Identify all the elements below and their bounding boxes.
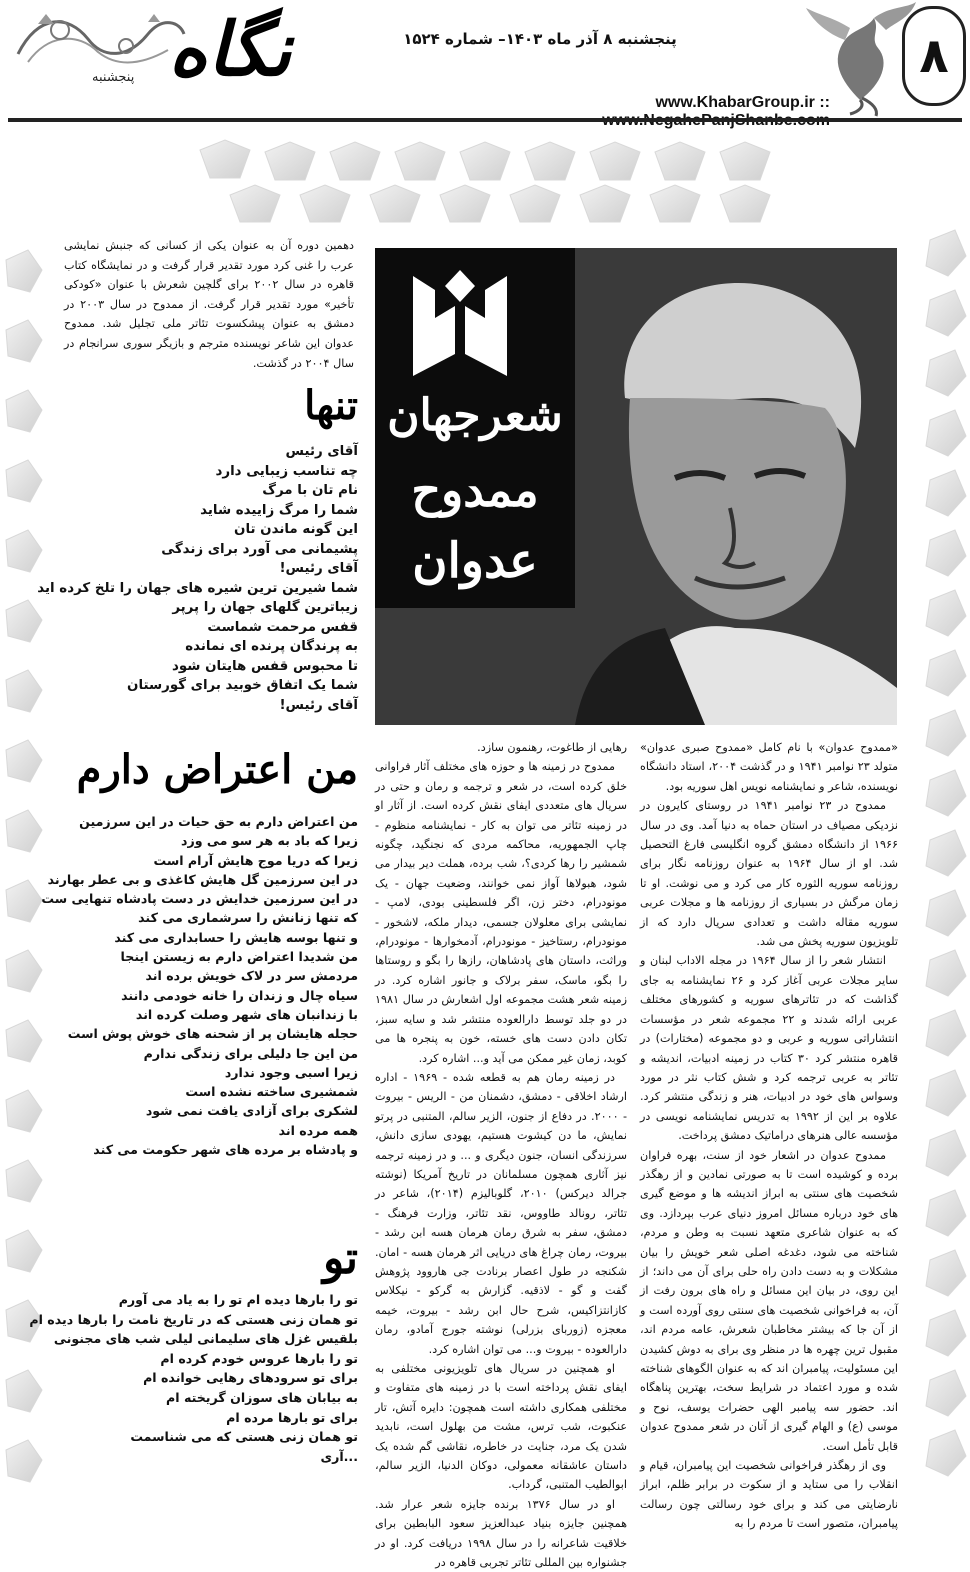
poem-line: من شدیدا اعتراض دارم به زیستن اینجا <box>120 949 358 965</box>
poem-line: برای تو سرودهای رهایی خوانده ام <box>143 1370 358 1386</box>
issue-dateline: پنجشنبه ۸ آذر ماه ۱۴۰۳– شماره ۱۵۲۴ <box>403 30 677 48</box>
page-number: ۸ <box>902 6 966 106</box>
poem-line: آقای رئیس! <box>279 561 358 576</box>
poem-body <box>41 812 358 1159</box>
poem-line: حجله هایشان پر از شحنه های خوش پوش است <box>67 1026 358 1042</box>
poem-line: مردمش سر در لاک خویش برده اند <box>145 968 358 984</box>
poem-line: ...آری <box>320 1448 358 1464</box>
poem-line: زیرا که باد به هر سو می وزد <box>181 833 358 849</box>
poem-line: و تنها بوسه هایش را حسابداری می کند <box>114 929 358 945</box>
poem-line: و پادشاه بر مرده های شهر حکومت می کند <box>93 1142 358 1158</box>
article-paragraph: در زمینه رمان هم به قطعه شده - ۱۹۶۹ - اداره ارشاد اخلاقی - دمشق، دشمنان من - الریس - بیروت - ۲۰۰۰. در دفاع از جنون، الزیر سالم، المتنبی در پرتو نمایش، ما دن کیشوت هستیم، یهودی سازی دانش، سرزندگی انسان، جنون دیگری و ... و در زمینه ترجمه نیز آثاری همچون مسلمانان در تاریخ آمریکا (نوشته جرالد دیرکس) ۲۰۱۰، گلوبالیزم (۲۰۱۴)، شاعر در تئاتر، رونالد طاووس، نقد تئاتر، وزارت فرهنگ - دمشق، سفر به شرق رمان هرمان هسه ابن رشد - بیروت، رمان چراغ های دریایی اثر هرمان هسه - امان. شکنجه در طول اعصار برنادت جی هاروود پژوهش گفت و گو - لاذقیه. گزارش به گرکو - نیکلاس کازانتزاکیس، شرح حال ابن رشد - بیروت، خیمه معجزه (زوربای بزرلی) نوشته جورج آمادو، رمان دارالعوده - بیروت و... می توان اشاره کرد. <box>375 1070 628 1356</box>
poem-line: به بیابان های سوزان گریخته ام <box>166 1389 358 1405</box>
poem-title: من اعتراض دارم <box>76 746 358 793</box>
poem-line: تو همان زنی هستی که در تاریخ نامت را بارها دیده ام <box>29 1311 358 1327</box>
article-paragraph: ممدوح عدوان در اشعار خود از سنت، بهره فراوان برده و کوشیده است تا به صورتی نمادین و از رهگذر شخصیت های سنتی به ابراز اندیشه ها و موضع گیری های خود درباره مسائل امروز دنیای عرب بپردازد. وی که به عنوان شاعری متعهد نسبت به وطن و مردم، شناخته می شود، دغدغه اصلی شعر خویش را بیان مشکلات و به دست دادن راه حلی برای آن می داند؛ از این روی، در بیان این مسائل و راه های برون رفت از آن، به فراخوانی شخصیت های سنتی روی آورده است و از آن جا که بیشتر مخاطبان شعرش، عامه مردم اند، مقبول ترین چهره ها در منظر وی برای به دوش کشیدن این مسئولیت، پیامبران اند که به عنوان الگوهای شناخته شده و مورد اعتماد در شرایط سخت، بهترین پناهگاه اند. حضور سه پیامبر الهی حضرات یوسف، نوح و موسی (ع) و الهام گیری از آنان در شعر ممدوح عدوان قابل تأمل است. <box>640 1148 898 1453</box>
poem-line: بلقیس غزل های سلیمانی لیلی شب های مجنونی <box>53 1331 358 1347</box>
poem-line: تو را بارها عروس خودم کرده ام <box>160 1350 358 1366</box>
poem-line: شما یک اتفاق خوبید برای گورستان <box>127 678 358 693</box>
poem-line: شما را مرگ زاییده شاید <box>200 502 358 518</box>
poem-line: با زندانبان های شهر وصلت کرده اند <box>135 1006 358 1022</box>
poem-line: آقای رئیس <box>285 444 358 459</box>
poem-title: تنها <box>304 382 358 429</box>
poem-line: در این سرزمین گل هایش کاغذی و بی عطر بهارند <box>47 871 358 887</box>
article-paragraph: انتشار شعر را از سال ۱۹۶۴ در مجله الاداب لبنان و سایر مجلات عربی آغاز کرد و ۲۶ نمایشنامه به جای گذاشت که در تئاترهای سوریه و کشورهای مختلف عربی ارائه شدند و ۲۲ مجموعه شعر در مؤسسات انتشاراتی سوریه و عربی و دو مجموعه (مختارات) در قاهره منتشر کرد ۳۰ کتاب در زمینه ادبیات، اندیشه و تئاتر به عربی ترجمه کرد و شش کتاب نثر در مورد وسواس های خود در ادبیات، هنر و زندگی منتشر کرد. علاوه بر این از ۱۹۹۲ به تدریس نمایشنامه نویسی در مؤسسه عالی هنرهای دراماتیک دمشق پرداخت. <box>640 954 898 1143</box>
website-urls: www.KhabarGroup.ir :: <box>655 94 830 111</box>
poem-line: من اعتراض دارم به حق حیات در این سرزمین <box>79 814 358 829</box>
poem-line: نام تان با مرگ <box>262 483 358 498</box>
poem-line: قفس مرحمت شماست <box>207 619 358 635</box>
poem-line: برای تو بارها مرده ام <box>226 1409 358 1425</box>
article-paragraph: رهایی از طاغوت، رهنمون سازد. <box>477 741 627 754</box>
poem-body <box>37 442 358 715</box>
article-column-right <box>640 738 898 1534</box>
poem-line: تو همان زنی هستی که می شناسمت <box>130 1429 358 1445</box>
article-column-left <box>375 738 627 1572</box>
portrait-photo <box>375 248 897 725</box>
poet-last-name: عدوان <box>412 533 538 589</box>
poem-line: زیباترین گلهای جهان را پرپر <box>172 600 358 615</box>
article-body <box>29 232 922 1570</box>
poem-line: آقای رئیس! <box>279 697 358 713</box>
poem-line: این گونه ماندن تان <box>234 522 358 537</box>
poem-line: تو را بارها دیده ام تو را به یاد می آورم <box>118 1292 358 1307</box>
poem-line: سیاه چال و زندان را خانه خودمی دانند <box>121 987 358 1003</box>
poem-line: زیرا که دریا موج هایش آرام است <box>153 852 358 868</box>
poet-first-name: ممدوح <box>411 463 539 517</box>
article-paragraph: او در سال ۱۳۷۶ برنده جایزه شعر عرار شد. همچنین جایزه بنیاد عبدالعزیز سعود البابطین برای خلاقیت شاعرانه را در سال ۱۹۹۸ دریافت کرد. او در جشنواره بین المللی تئاتر تجربی قاهره در <box>375 1497 627 1570</box>
poem-line: زیرا اسبی وجود ندارد <box>224 1064 358 1080</box>
article-paragraph: او همچنین در سریال های تلویزیونی مختلفی به ایفای نقش پرداخته است با در زمینه های متفاوت و مختلفی همکاری داشته است همچون: دایره آتش، تار عنکبوت، شب ترس، مشت من بهلول است، نابدید شدن یک مرد، جنایت در خاطره، نقاشی گم شده یک داستان عاشقانه معمولی، دوکان الدنیا، الزیر سالم، ابوالطیب المتنبی، گرداب. <box>375 1362 627 1492</box>
poem-line: همه مرده اند <box>278 1122 358 1138</box>
poem-line: پشیمانی می آورد برای زندگی <box>161 541 358 557</box>
poem-line: شما شیرین ترین شیره های جهان را تلخ کرده اید <box>37 580 358 596</box>
poem-title: تو <box>323 1233 358 1284</box>
article-paragraph: «ممدوح عدوان» با نام کامل «ممدوح صبری عدوان» متولد ۲۳ نوامبر ۱۹۴۱ و در گذشت ۲۰۰۴، استاد دانشگاه نویسنده، شاعر و نمایشنامه نویس اهل سوریه بود. <box>640 741 898 793</box>
poem-line: لشکری برای آزادی یافت نمی شود <box>145 1103 358 1119</box>
poem-line: به پرندگان پرنده ای نمانده <box>185 639 358 654</box>
poem-line: من این جا دلیلی برای زندگی ندارم <box>143 1045 358 1061</box>
series-title: شعرجهان <box>387 390 563 441</box>
poem-line: تا محبوس قفس هایتان شود <box>171 658 358 674</box>
book-logo-icon <box>405 266 515 386</box>
masthead-logo: نگاه <box>168 7 292 93</box>
article-paragraph: وی از رهگذر فراخوانی شخصیت این پیامبران، قیام و انقلاب را می ستاید و از سکوت در برابر ظلم، ابراز نارضایتی می کند و برای خود رسالتی چون رسالت پیامبران، متصور است تا مردم را به <box>640 1459 898 1531</box>
poem-line: چه تناسب زیبایی دارد <box>215 463 358 479</box>
poem-line: در این سرزمین خدایش در دست پادشاه تنهایی ست <box>41 891 358 907</box>
poem-body <box>29 1290 358 1466</box>
poem-line: شمشیری ساخته نشده است <box>185 1084 358 1100</box>
article-paragraph: ممدوح در زمینه ها و حوزه های مختلف آثار فراوانی خلق کرده است، در شعر و ترجمه و رمان و حتی در سریال های متعددی ایفای نقش کرده است. از آثار او در زمینه تئاتر می توان به کار - نمایشنامه منظوم - چاپ الجمهوریه، محاکمه مردی که نجنگید، چگونه شمشیر را رها کردی؟، شب برده، هملت دیر بیدار می شود، هبولاها آواز نمی خوانند، وضعیت جهان - یک مونودرام، دختر زن، اگر فلسطینی بودی، لامپ - نمایشی برای معلولان جسمی، دیدار ملکه، لاشخور - مونودرام، رستاخیز - مونودرام، آدمخوارها - مونودرام، وراثت، داستان های پادشاهان، رازها را بگو و روستاها را بگو، ماسک، سفر برلاک و جانور اشاره کرد. در زمینه شعر هشت مجموعه اول اشعارش در سال ۱۹۸۱ در دو جلد توسط دارالعوده منتشر شد و سایه سبز، تکان دادن دست های خسته، خون به پنجره ها می کوبد، زمان غیر ممکن می آید و... اشاره کرد. <box>375 760 627 1065</box>
article-paragraph: ممدوح در ۲۳ نوامبر ۱۹۴۱ در روستای کایرون در نزدیکی مصیاف در استان حماه به دنیا آمد. وی در سال ۱۹۶۶ از دانشگاه دمشق گروه انگلیسی فارغ التحصیل شد. او از سال ۱۹۶۴ به عنوان روزنامه نگار برای روزنامه سوریه الثوره کار می کرد و می نوشت. او تا زمان مرگش در بسیاری از روزنامه ها و مجلات عربی سوریه مقاله داشت و تعدادی سریال دارد که از تلویزیون سوریه پخش می شد. <box>640 799 898 949</box>
feature-title-block <box>375 248 565 618</box>
intro-paragraph: دهمین دوره آن به عنوان یکی از کسانی که جنبش نمایشی عرب را غنی کرد مورد تقدیر قرار گرفت و در نمایشگاه کتاب قاهره در سال ۲۰۰۲ برای گلچین شعرش با عنوان «کودکی تأخیر» مورد تقدیر قرار گرفت. از ممدوح در سال ۲۰۰۳ در دمشق به عنوان پیشکسوت تئاتر ملی تجلیل شد. ممدوح عدوان این شاعر نویسنده مترجم و بازیگر سوری سرانجام در سال ۲۰۰۴ در گذشت. <box>64 239 354 370</box>
poem-line: که تنها زنانش را سرشماری می کند <box>138 910 358 926</box>
masthead-subtitle: پنجشنبه <box>92 70 135 85</box>
